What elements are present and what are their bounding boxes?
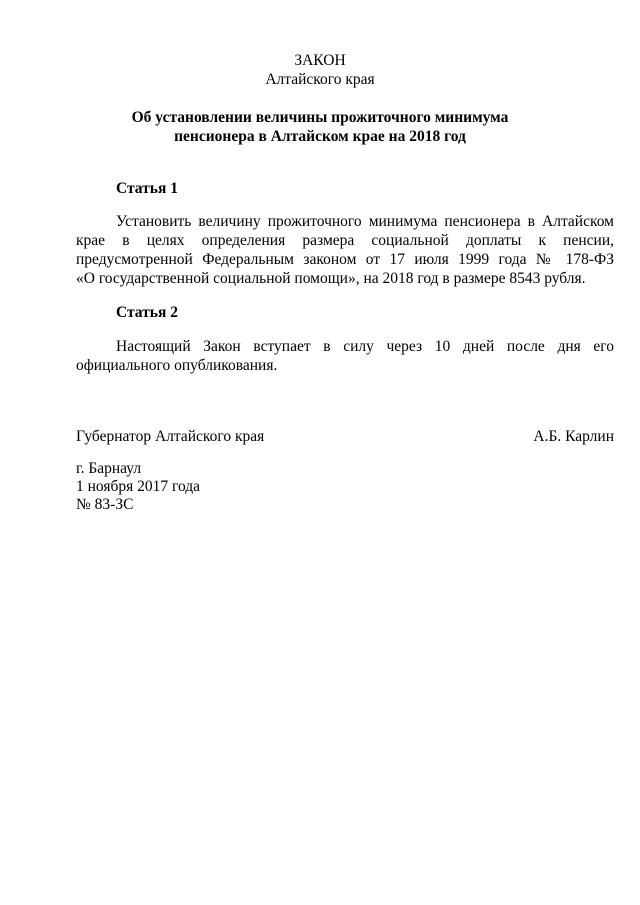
article-1-line-2: крае в целях определения размера социальной доплаты к пенсии,	[76, 232, 614, 249]
footer-city: г. Барнаул	[76, 460, 142, 477]
article-1-heading: Статья 1	[116, 180, 178, 197]
signature-position: Губернатор Алтайского края	[76, 428, 265, 445]
article-2-heading: Статья 2	[116, 304, 178, 321]
article-1-line-1: Установить величину прожиточного минимума пенсионера в Алтайском	[116, 213, 614, 230]
signature-name: А.Б. Карлин	[533, 428, 614, 445]
article-1-line-3: предусмотренной Федеральным законом от 17 июля 1999 года № 178-ФЗ	[76, 251, 614, 268]
document-title-line-1: Об установлении величины прожиточного минимума	[131, 109, 509, 126]
document-title-line-2: пенсионера в Алтайском крае на 2018 год	[174, 128, 466, 145]
footer-number: № 83-ЗС	[76, 496, 134, 513]
article-1-line-4: «О государственной социальной помощи», на 2018 год в размере 8543 рубля.	[76, 270, 586, 287]
article-2-line-2: официального опубликования.	[76, 357, 278, 374]
document-region: Алтайского края	[265, 71, 375, 88]
article-2-line-1: Настоящий Закон вступает в силу через 10 дней после дня его	[116, 338, 614, 355]
document-type: ЗАКОН	[294, 52, 346, 69]
footer-date: 1 ноября 2017 года	[76, 478, 201, 495]
